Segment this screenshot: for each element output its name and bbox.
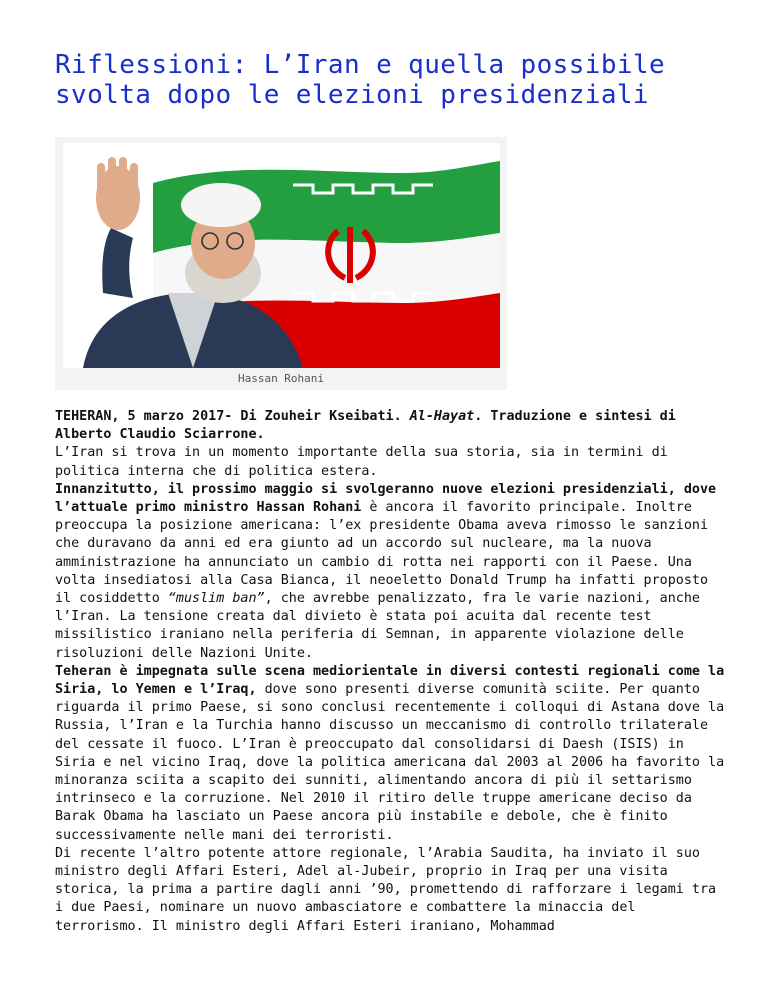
byline-paragraph: [55, 408, 725, 444]
paragraph-2: [55, 481, 725, 663]
paragraph-2-text-a: è ancora il favorito principale. Inoltre preoccupa la posizione americana: l’ex presidente Obama aveva rimosso le sanzioni che duravano da anni ed era giunto ad un accordo sul nucleare, ma la nuova amministrazione ha annunciato un cambio di rotta nei rapporti con il Paese. Una volta insediatosi alla Casa Bianca, il neoeletto Donald Trump ha infatti proposto il cosiddetto: [55, 500, 709, 607]
portrait-photo-icon: [63, 143, 500, 368]
paragraph-1: L’Iran si trova in un momento importante della sua storia, sia in termini di politica interna che di politica estera.: [55, 445, 668, 479]
article-photo: [63, 143, 500, 368]
paragraph-3-text: dove sono presenti diverse comunità sciite. Per quanto riguarda il primo Paese, si sono conclusi recentemente i colloqui di Astana dove la Russia, l’Iran e la Turchia hanno discusso un meccanismo di controllo trilaterale del cessate il fuoco. L’Iran è preoccupato dal consolidarsi di Daesh (ISIS) in Siria e nel vicino Iraq, dove la politica americana dal 2003 al 2006 ha favorito la minoranza sciita a scapito dei sunniti, alimentando ancora di più il settarismo intrinseco e la corruzione. Nel 2010 il ritiro delle truppe americane deciso da Barak Obama ha lasciato un Paese ancora più instabile e debole, che è finito successivamente nelle mani dei terroristi.: [55, 682, 725, 843]
paragraph-3-lead: Teheran è impegnata sulle scena mediorientale in diversi contesti regionali come la Siria, lo Yemen e l’Iraq,: [55, 663, 725, 698]
paragraph-4: Di recente l’altro potente attore regionale, l’Arabia Saudita, ha inviato il suo ministro degli Affari Esteri, Adel al-Jubeir, proprio in Iraq per una visita storica, la prima a partire dagli anni ’90, promettendo di rafforzare i legami tra i due Paesi, nominare un nuovo ambasciatore e combattere la minaccia del terrorismo. Il ministro degli Affari Esteri iraniano, Mohammad: [55, 845, 717, 934]
paragraph-2-quote: “muslim ban”: [167, 591, 265, 607]
byline-dateline: TEHERAN, 5 marzo 2017- Di Zouheir Kseibati.: [55, 409, 410, 424]
article-body: [55, 408, 725, 936]
paragraph-3: [55, 663, 725, 845]
byline-credit: . Traduzione e sintesi di Alberto Claudio Sciarrone.: [55, 409, 676, 443]
article-figure: [55, 137, 507, 390]
article-title: Riflessioni: L’Iran e quella possibile svolta dopo le elezioni presidenziali: [55, 50, 666, 110]
paragraph-2-text-b: , che avrebbe penalizzato, fra le varie nazioni, anche l’Iran. La tensione creata dal divieto è stata poi acuita dal recente test missilistico iraniano nella periferia di Semnan, in apparente violazione delle risoluzioni delle Nazioni Unite.: [55, 591, 700, 661]
paragraph-2-lead: Innanzitutto, il prossimo maggio si svolgeranno nuove elezioni presidenziali, dove l’attuale primo ministro Hassan Rohani: [55, 481, 717, 516]
figure-caption: Hassan Rohani: [237, 372, 325, 385]
byline-source: Al-Hayat: [409, 409, 475, 424]
